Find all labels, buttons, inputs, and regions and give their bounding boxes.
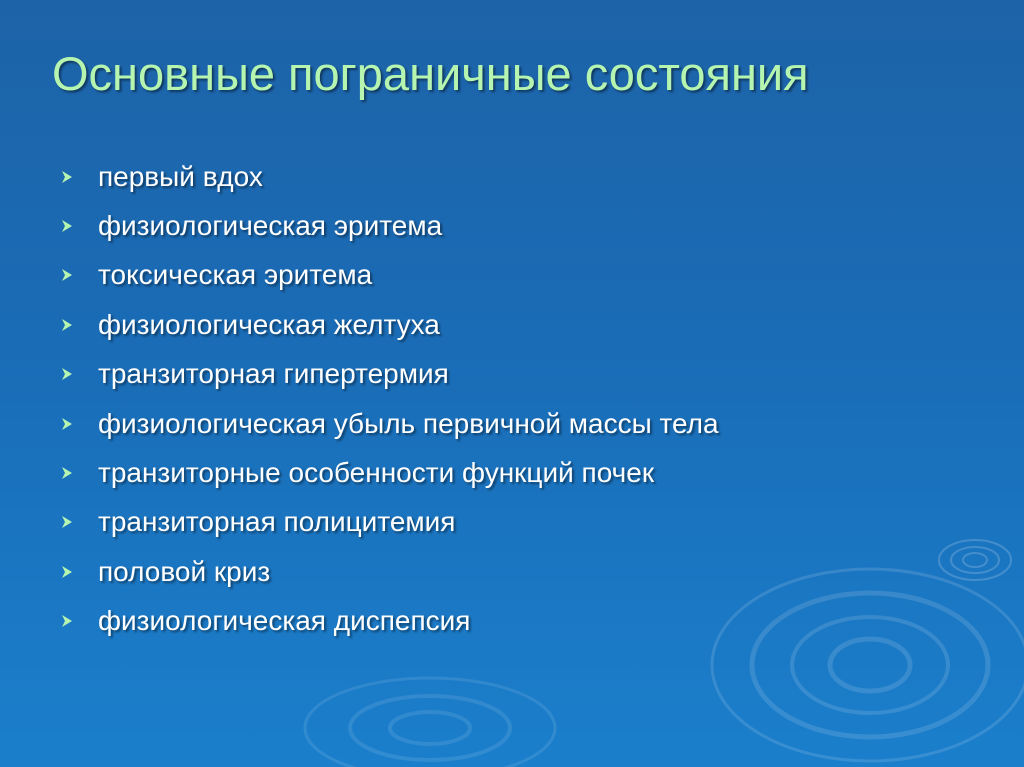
list-item: [60, 300, 719, 349]
list-item-text: физиологическая убыль первичной массы тела: [98, 407, 719, 439]
slide-title: Основные пограничные состояния: [52, 47, 809, 100]
list-item: [60, 201, 719, 250]
chevron-right-icon: [60, 367, 98, 381]
list-item: [60, 498, 719, 547]
list-item-text: транзиторная полицитемия: [98, 506, 456, 538]
list-item: [60, 152, 719, 201]
chevron-right-icon: [60, 515, 98, 529]
chevron-right-icon: [60, 417, 98, 431]
list-item: [60, 399, 719, 448]
list-item-text: половой криз: [98, 555, 271, 587]
ripple-bottom-center: [305, 678, 555, 767]
list-item: [60, 251, 719, 300]
chevron-right-icon: [60, 318, 98, 332]
list-item: [60, 547, 719, 596]
list-item: [60, 350, 719, 399]
ripple-large: [712, 569, 1024, 761]
bullet-list: [60, 152, 719, 646]
chevron-right-icon: [60, 268, 98, 282]
list-item-text: физиологическая желтуха: [98, 308, 440, 340]
chevron-right-icon: [60, 170, 98, 184]
chevron-right-icon: [60, 466, 98, 480]
chevron-right-icon: [60, 219, 98, 233]
list-item: [60, 448, 719, 497]
list-item-text: транзиторные особенности функций почек: [98, 457, 655, 489]
chevron-right-icon: [60, 565, 98, 579]
list-item-text: токсическая эритема: [98, 259, 373, 291]
list-item-text: первый вдох: [98, 160, 263, 192]
list-item-text: физиологическая диспепсия: [98, 605, 471, 637]
chevron-right-icon: [60, 614, 98, 628]
ripple-small: [939, 540, 1011, 580]
list-item-text: физиологическая эритема: [98, 210, 443, 242]
list-item: [60, 597, 719, 646]
list-item-text: транзиторная гипертермия: [98, 358, 449, 390]
